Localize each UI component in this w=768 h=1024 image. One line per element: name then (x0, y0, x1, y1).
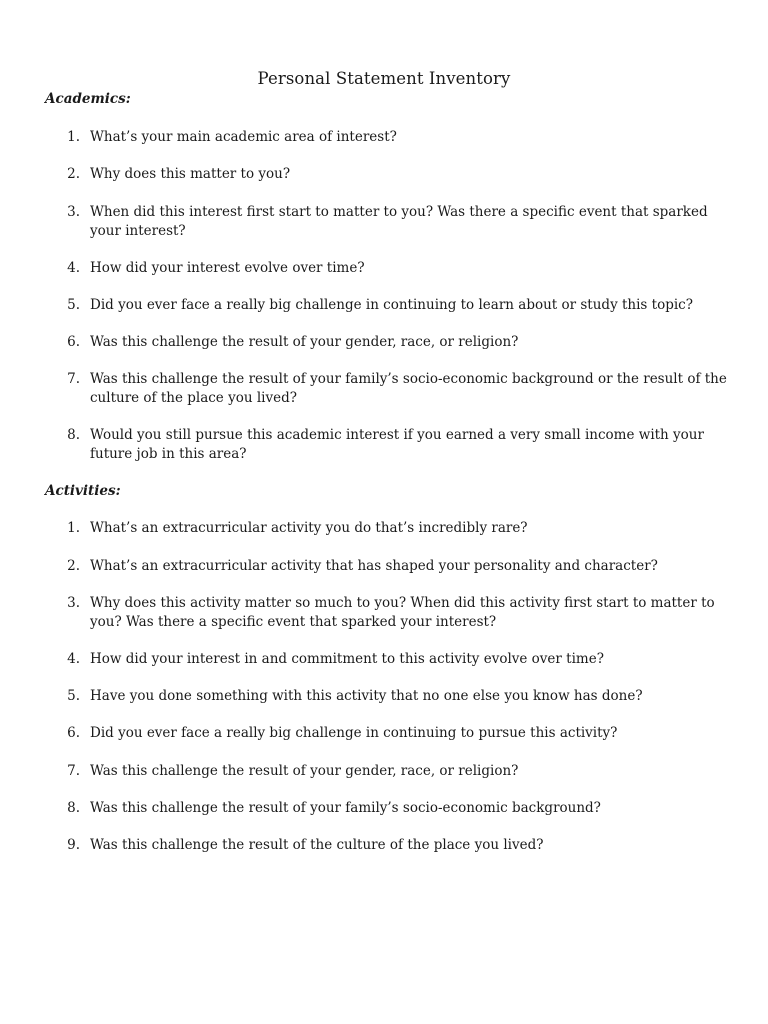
question-text: Why does this activity matter so much to you? When did this activity first start to matter to you? Was there a specific event that sparked your interest? (90, 595, 715, 630)
question-text: Would you still pursue this academic interest if you earned a very small income with your future job in this area? (90, 427, 704, 462)
question-number: 3. (67, 595, 80, 611)
page-title: Personal Statement Inventory (257, 69, 511, 88)
question-number: 3. (67, 204, 80, 220)
question-number: 8. (67, 427, 80, 443)
question-number: 1. (67, 520, 80, 536)
question-number: 4. (67, 651, 80, 667)
question-text: What’s an extracurricular activity that has shaped your personality and character? (90, 558, 658, 574)
question-text: Was this challenge the result of your family’s socio-economic background or the result of the culture of the place you lived? (90, 371, 727, 406)
question-text: Did you ever face a really big challenge in continuing to pursue this activity? (90, 725, 618, 741)
question-number: 6. (67, 334, 80, 350)
question-number: 2. (67, 558, 80, 574)
question-text: Was this challenge the result of your gender, race, or religion? (90, 334, 519, 350)
question-number: 5. (67, 688, 80, 704)
question-text: Was this challenge the result of your family’s socio-economic background? (90, 800, 601, 816)
section-heading-academics: Academics: (45, 91, 131, 107)
question-number: 9. (67, 837, 80, 853)
question-text: Why does this matter to you? (90, 166, 291, 182)
question-number: 6. (67, 725, 80, 741)
question-text: How did your interest evolve over time? (90, 260, 365, 276)
question-number: 8. (67, 800, 80, 816)
question-text: When did this interest first start to matter to you? Was there a specific event that sparked your interest? (90, 204, 708, 239)
question-text: Was this challenge the result of your gender, race, or religion? (90, 763, 519, 779)
question-number: 7. (67, 371, 80, 387)
question-text: Was this challenge the result of the culture of the place you lived? (90, 837, 544, 853)
question-number: 1. (67, 129, 80, 145)
question-number: 4. (67, 260, 80, 276)
section-heading-activities: Activities: (45, 483, 121, 499)
question-text: Did you ever face a really big challenge in continuing to learn about or study this topic? (90, 297, 693, 313)
question-text: Have you done something with this activity that no one else you know has done? (90, 688, 643, 704)
question-text: What’s an extracurricular activity you do that’s incredibly rare? (90, 520, 528, 536)
question-text: How did your interest in and commitment to this activity evolve over time? (90, 651, 604, 667)
question-number: 7. (67, 763, 80, 779)
question-text: What’s your main academic area of interest? (90, 129, 397, 145)
question-number: 2. (67, 166, 80, 182)
question-number: 5. (67, 297, 80, 313)
